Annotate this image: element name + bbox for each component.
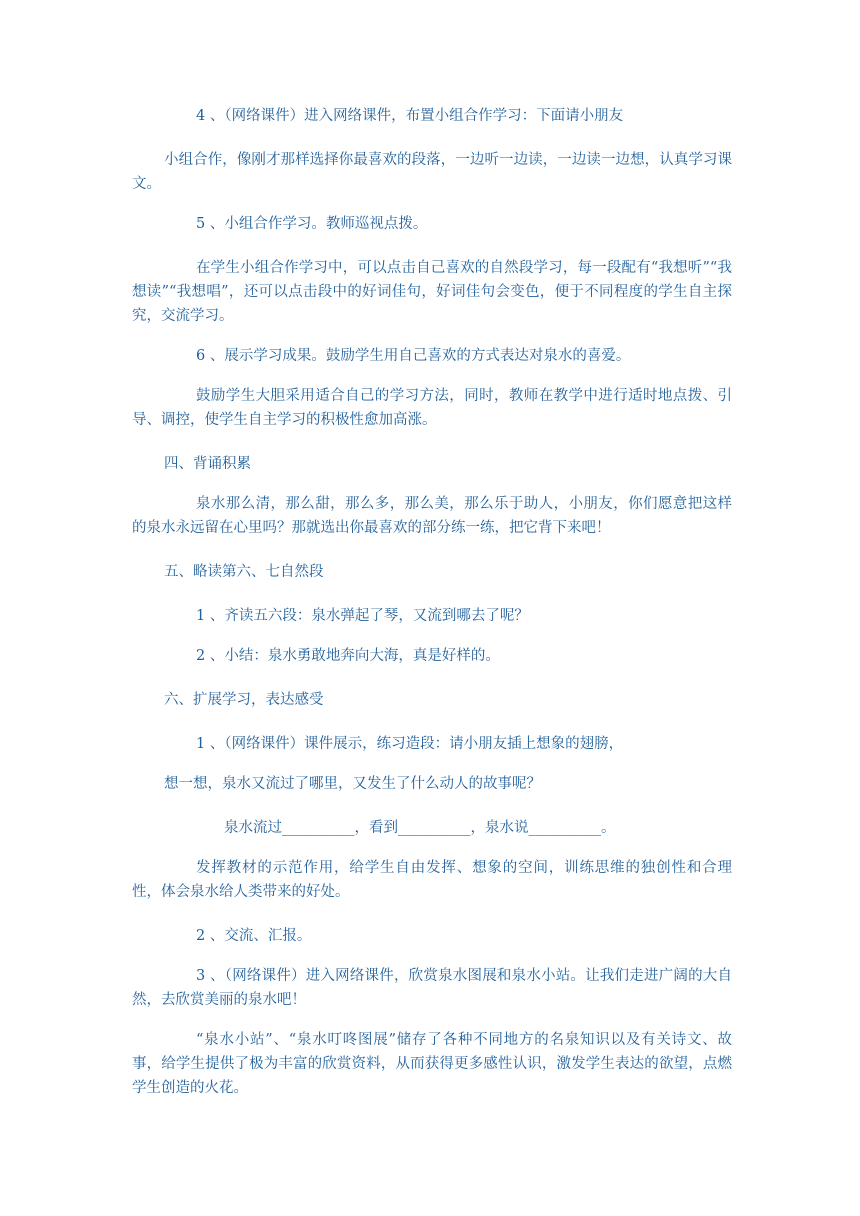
section-heading: 四、背诵积累	[164, 456, 251, 472]
paragraph: 2 、小结：泉水勇敢地奔向大海，真是好样的。	[196, 648, 500, 664]
section-heading: 五、略读第六、七自然段	[164, 564, 324, 580]
paragraph: 鼓励学生大胆采用适合自己的学习方法，同时，教师在教学中进行适时地点拨、引导、调控，使学生自主学习的积极性愈加高涨。	[132, 388, 732, 428]
paragraph: 4 、（网络课件）进入网络课件，布置小组合作学习：下面请小朋友	[196, 108, 624, 124]
paragraph: 1 、（网络课件）课件展示，练习造段：请小朋友插上想象的翅膀，	[196, 736, 624, 752]
paragraph: 想一想，泉水又流过了哪里，又发生了什么动人的故事呢？	[164, 776, 541, 792]
paragraph: 泉水那么清，那么甜，那么多，那么美，那么乐于助人，小朋友，你们愿意把这样的泉水永远留在心里吗？那就选出你最喜欢的部分练一练，把它背下来吧！	[132, 496, 732, 536]
fill-in-exercise: 泉水流过__________，看到__________，泉水说__________。	[224, 820, 616, 836]
paragraph: 3 、（网络课件）进入网络课件，欣赏泉水图展和泉水小站。让我们走进广阔的大自然，去欣赏美丽的泉水吧！	[132, 968, 732, 1008]
paragraph: “泉水小站”、“泉水叮咚图展”储存了各种不同地方的名泉知识以及有关诗文、故事，给学生提供了极为丰富的欣赏资料，从而获得更多感性认识，激发学生表达的欲望，点燃学生创造的火花。	[132, 1032, 732, 1096]
paragraph: 5 、小组合作学习。教师巡视点拨。	[196, 216, 428, 232]
paragraph: 6 、展示学习成果。鼓励学生用自己喜欢的方式表达对泉水的喜爱。	[196, 348, 631, 364]
paragraph: 发挥教材的示范作用，给学生自由发挥、想象的空间，训练思维的独创性和合理性，体会泉水给人类带来的好处。	[132, 860, 732, 900]
paragraph: 小组合作，像刚才那样选择你最喜欢的段落，一边听一边读，一边读一边想，认真学习课文。	[132, 152, 732, 192]
paragraph: 1 、齐读五六段：泉水弹起了琴，又流到哪去了呢？	[196, 608, 529, 624]
paragraph: 2 、交流、汇报。	[196, 928, 312, 944]
paragraph: 在学生小组合作学习中，可以点击自己喜欢的自然段学习，每一段配有“我想听”“我想读”“我想唱”，还可以点击段中的好词佳句，好词佳句会变色，便于不同程度的学生自主探究，交流学习。	[132, 260, 732, 324]
section-heading: 六、扩展学习，表达感受	[164, 692, 324, 708]
